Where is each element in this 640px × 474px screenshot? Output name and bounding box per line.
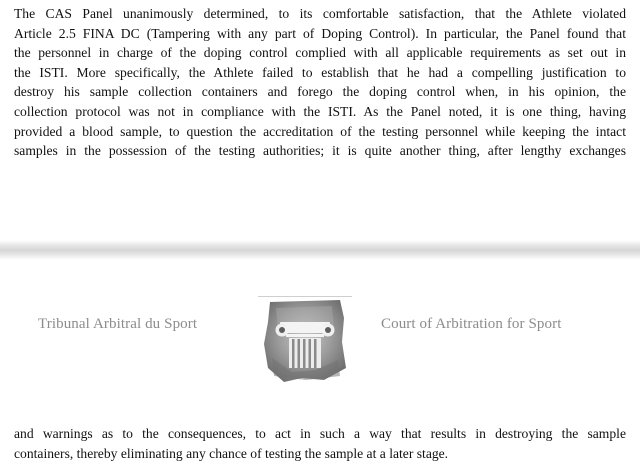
- text-line: destroy his sample collection containers and forego the doping control when, in his opinion, the: [14, 84, 626, 100]
- text-line: the personnel in charge of the doping control complied with all applicable requirements as set out in: [14, 45, 626, 61]
- text-line: collection protocol was not in compliance with the ISTI. As the Panel noted, it is one thing, having: [14, 103, 626, 119]
- text-line: Article 2.5 FINA DC (Tampering with any part of Doping Control). In particular, the Panel found that: [14, 25, 626, 41]
- page-break: [0, 240, 640, 260]
- text-line: The CAS Panel unanimously determined, to its comfortable satisfaction, that the Athlete violated: [14, 6, 626, 21]
- text-line: provided a blood sample, to question the accreditation of the testing personnel while keeping the intact: [14, 123, 626, 139]
- paragraph-bottom: [14, 424, 626, 463]
- paragraph-top: [14, 4, 626, 161]
- text-line: samples in the possession of the testing authorities; it is quite another thing, after lengthy exchanges: [14, 143, 626, 159]
- text-line: the ISTI. More specifically, the Athlete failed to establish that he had a compelling justification to: [14, 64, 626, 80]
- text-line: and warnings as to the consequences, to act in such a way that results in destroying the sample: [14, 426, 626, 441]
- ionic-column-seal-icon: [262, 298, 348, 382]
- text-line: containers, thereby eliminating any chance of testing the sample at a later stage.: [14, 445, 449, 461]
- letterhead-rule: [258, 296, 352, 297]
- letterhead-right-title: Court of Arbitration for Sport: [381, 316, 562, 332]
- letterhead-left-title: Tribunal Arbitral du Sport: [38, 316, 198, 332]
